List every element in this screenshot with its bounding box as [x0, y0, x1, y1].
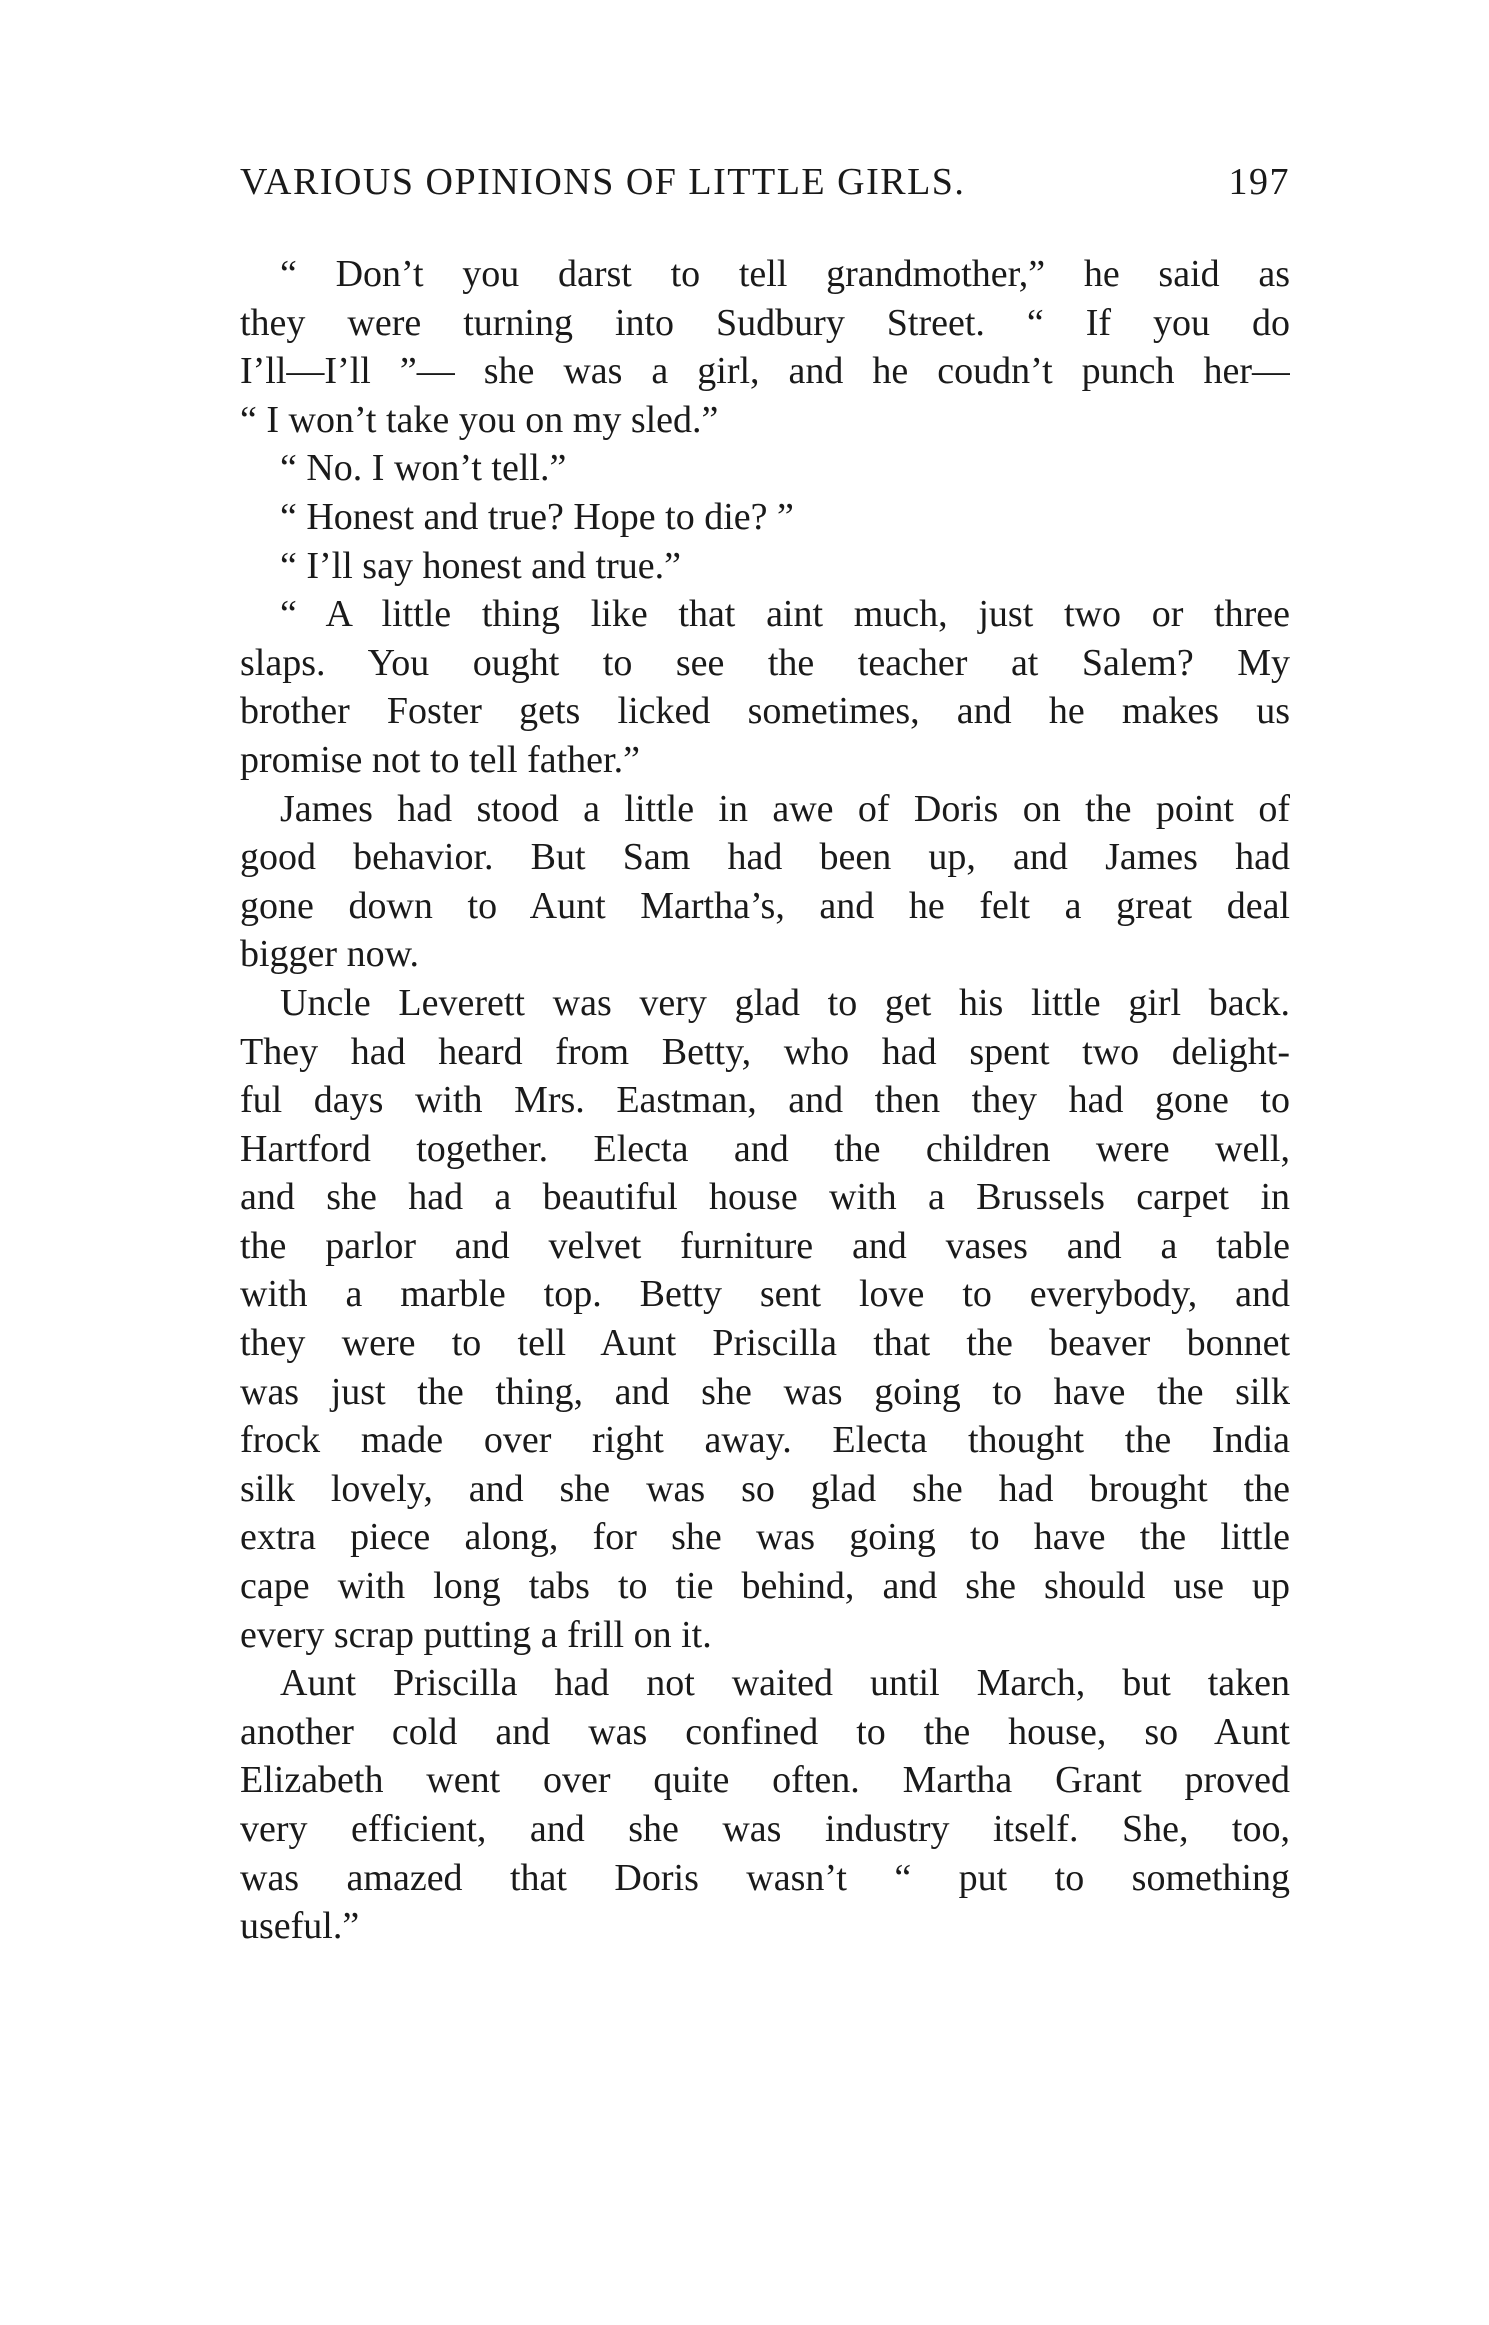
text-line: Hartford together. Electa and the children were well, — [240, 1127, 1290, 1170]
text-line: cape with long tabs to tie behind, and she should use up — [240, 1565, 1290, 1608]
text-line: “ Honest and true? Hope to die? ” — [280, 495, 794, 538]
text-line: “ No. I won’t tell.” — [280, 447, 567, 490]
text-line: the parlor and velvet furniture and vases and a table — [240, 1224, 1290, 1267]
text-line: was just the thing, and she was going to have the silk — [240, 1370, 1290, 1413]
text-line: slaps. You ought to see the teacher at Salem? My — [240, 641, 1290, 684]
text-line: I’ll—I’ll ”— she was a girl, and he coudn’t punch her— — [240, 350, 1290, 393]
text-line: another cold and was confined to the house, so Aunt — [240, 1710, 1290, 1753]
text-line: “ A little thing like that aint much, just two or three — [280, 593, 1290, 636]
text-line: and she had a beautiful house with a Brussels carpet in — [240, 1176, 1290, 1219]
text-line: good behavior. But Sam had been up, and James had — [240, 836, 1290, 879]
running-title: VARIOUS OPINIONS OF LITTLE GIRLS. — [240, 161, 966, 203]
text-line: bigger now. — [240, 933, 420, 976]
text-line: was amazed that Doris wasn’t “ put to something — [240, 1856, 1290, 1899]
text-line: useful.” — [240, 1905, 360, 1948]
body-text — [240, 250, 1290, 1951]
text-line: Elizabeth went over quite often. Martha Grant proved — [240, 1759, 1290, 1802]
text-line: extra piece along, for she was going to have the little — [240, 1516, 1290, 1559]
text-line: Uncle Leverett was very glad to get his little girl back. — [280, 981, 1290, 1024]
text-line: They had heard from Betty, who had spent two delight- — [240, 1030, 1290, 1073]
text-line: “ I’ll say honest and true.” — [280, 544, 681, 587]
text-line: ful days with Mrs. Eastman, and then they had gone to — [240, 1079, 1290, 1122]
text-line: with a marble top. Betty sent love to everybody, and — [240, 1273, 1290, 1316]
text-line: they were to tell Aunt Priscilla that the beaver bonnet — [240, 1322, 1290, 1365]
running-head — [240, 160, 1290, 220]
text-line: brother Foster gets licked sometimes, and he makes us — [240, 690, 1290, 733]
text-line: silk lovely, and she was so glad she had brought the — [240, 1467, 1290, 1510]
text-line: promise not to tell father.” — [240, 738, 640, 781]
page-number: 197 — [1228, 161, 1290, 203]
text-line: “ I won’t take you on my sled.” — [240, 398, 719, 441]
text-line: “ Don’t you darst to tell grandmother,” he said as — [280, 253, 1290, 295]
text-line: gone down to Aunt Martha’s, and he felt a great deal — [240, 884, 1290, 927]
text-line: very efficient, and she was industry itself. She, too, — [240, 1808, 1290, 1850]
text-line: Aunt Priscilla had not waited until March, but taken — [280, 1662, 1290, 1705]
text-line: they were turning into Sudbury Street. “ If you do — [240, 301, 1290, 344]
text-line: James had stood a little in awe of Doris on the point of — [280, 787, 1290, 830]
text-line: frock made over right away. Electa thought the India — [240, 1419, 1290, 1462]
text-line: every scrap putting a frill on it. — [240, 1613, 712, 1656]
